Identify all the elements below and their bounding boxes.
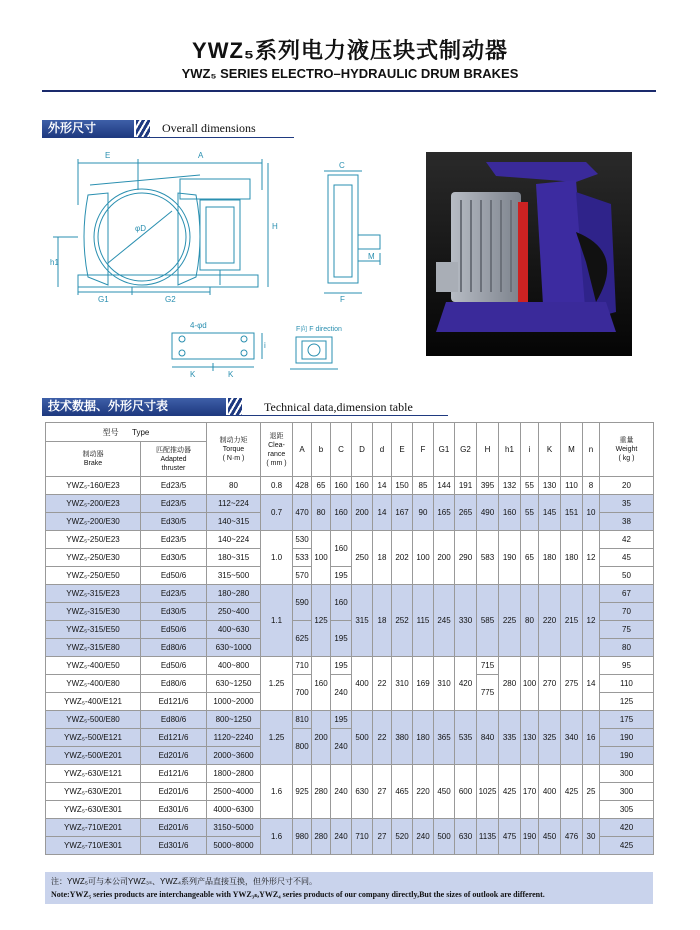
cell-thruster: Ed301/6 <box>141 837 207 855</box>
label-C: C <box>339 161 345 170</box>
cell-weight: 175 <box>600 711 654 729</box>
cell-clearance: 1.1 <box>261 585 293 657</box>
cell-d: 14 <box>373 495 392 531</box>
cell-A: 570 <box>293 567 312 585</box>
cell-thruster: Ed50/6 <box>141 621 207 639</box>
red-push-rod <box>518 202 528 312</box>
cell-E: 380 <box>392 711 413 765</box>
header-dim: i <box>521 423 539 477</box>
cell-brake: YWZ₅-500/E201 <box>46 747 141 765</box>
cell-weight: 190 <box>600 747 654 765</box>
cell-E: 252 <box>392 585 413 657</box>
cell-d: 18 <box>373 585 392 657</box>
header-dim: b <box>312 423 331 477</box>
page-title-cn: YWZ₅系列电力液压块式制动器 <box>192 38 508 63</box>
label-G2: G2 <box>165 295 176 304</box>
cell-n: 12 <box>583 531 600 585</box>
cell-M: 340 <box>561 711 583 765</box>
cell-E: 465 <box>392 765 413 819</box>
header-dim: F <box>413 423 434 477</box>
cell-A: 710 <box>293 657 312 675</box>
cell-clearance: 1.25 <box>261 711 293 765</box>
label-H: H <box>272 222 278 231</box>
cell-F: 115 <box>413 585 434 657</box>
cell-thruster: Ed201/6 <box>141 819 207 837</box>
cell-K: 450 <box>539 819 561 855</box>
specification-table <box>45 422 654 855</box>
cell-C: 195 <box>331 621 352 657</box>
cell-clearance: 1.25 <box>261 657 293 711</box>
cell-M: 215 <box>561 585 583 657</box>
cell-weight: 420 <box>600 819 654 837</box>
cell-A: 810 <box>293 711 312 729</box>
cell-D: 160 <box>352 477 373 495</box>
cell-M: 425 <box>561 765 583 819</box>
cell-E: 202 <box>392 531 413 585</box>
cell-brake: YWZ₅-630/E201 <box>46 783 141 801</box>
cell-thruster: Ed80/6 <box>141 639 207 657</box>
label-f-direction: F向 F direction <box>296 326 342 333</box>
cell-b: 280 <box>312 765 331 819</box>
cell-h1: 475 <box>499 819 521 855</box>
cell-b: 280 <box>312 819 331 855</box>
header-clearance: 退距 Clea- rance ( mm ) <box>261 423 293 477</box>
cell-H: 1135 <box>477 819 499 855</box>
cell-thruster: Ed80/6 <box>141 675 207 693</box>
cell-C: 160 <box>331 477 352 495</box>
cell-brake: YWZ₅-710/E301 <box>46 837 141 855</box>
header-brake: 制动器 Brake <box>46 442 141 477</box>
header-dim: E <box>392 423 413 477</box>
cell-d: 27 <box>373 765 392 819</box>
cell-thruster: Ed50/6 <box>141 657 207 675</box>
cell-weight: 190 <box>600 729 654 747</box>
cell-torque: 112~224 <box>207 495 261 513</box>
header-dim: K <box>539 423 561 477</box>
label-K2: K <box>228 370 234 379</box>
cell-G1: 310 <box>434 657 455 711</box>
cell-A: 700 <box>293 675 312 711</box>
cell-G2: 600 <box>455 765 477 819</box>
cell-G2: 630 <box>455 819 477 855</box>
cell-thruster: Ed30/5 <box>141 603 207 621</box>
cell-F: 169 <box>413 657 434 711</box>
cell-E: 310 <box>392 657 413 711</box>
cell-weight: 20 <box>600 477 654 495</box>
cell-torque: 800~1250 <box>207 711 261 729</box>
header-dim: A <box>293 423 312 477</box>
cell-brake: YWZ₅-630/E121 <box>46 765 141 783</box>
cell-torque: 400~800 <box>207 657 261 675</box>
cell-b: 100 <box>312 531 331 585</box>
cell-weight: 50 <box>600 567 654 585</box>
cell-h1: 132 <box>499 477 521 495</box>
cell-thruster: Ed80/6 <box>141 711 207 729</box>
cell-brake: YWZ₅-250/E50 <box>46 567 141 585</box>
cell-G2: 191 <box>455 477 477 495</box>
cell-M: 476 <box>561 819 583 855</box>
cell-A: 590 <box>293 585 312 621</box>
cell-K: 270 <box>539 657 561 711</box>
cell-torque: 400~630 <box>207 621 261 639</box>
cell-weight: 300 <box>600 783 654 801</box>
cell-thruster: Ed23/5 <box>141 477 207 495</box>
cell-D: 500 <box>352 711 373 765</box>
table-row <box>46 585 654 603</box>
cell-G1: 365 <box>434 711 455 765</box>
cell-weight: 95 <box>600 657 654 675</box>
section-underline <box>42 137 294 138</box>
cell-D: 200 <box>352 495 373 531</box>
cell-torque: 5000~8000 <box>207 837 261 855</box>
cell-torque: 1000~2000 <box>207 693 261 711</box>
cell-brake: YWZ₅-400/E80 <box>46 675 141 693</box>
cell-torque: 630~1250 <box>207 675 261 693</box>
label-K1: K <box>190 370 196 379</box>
cell-C: 160 <box>331 585 352 621</box>
cell-clearance: 1.6 <box>261 819 293 855</box>
section-divider-stripes <box>228 398 242 415</box>
cell-brake: YWZ₅-400/E121 <box>46 693 141 711</box>
cell-brake: YWZ₅-160/E23 <box>46 477 141 495</box>
cell-brake: YWZ₅-500/E80 <box>46 711 141 729</box>
cell-i: 55 <box>521 477 539 495</box>
cell-A: 625 <box>293 621 312 657</box>
cell-n: 14 <box>583 657 600 711</box>
cell-n: 10 <box>583 495 600 531</box>
cell-weight: 425 <box>600 837 654 855</box>
cell-H: 1025 <box>477 765 499 819</box>
header-dim: C <box>331 423 352 477</box>
label-A: A <box>198 151 204 160</box>
cell-clearance: 1.6 <box>261 765 293 819</box>
cell-K: 325 <box>539 711 561 765</box>
cell-C: 195 <box>331 657 352 675</box>
cell-H: 583 <box>477 531 499 585</box>
cell-b: 65 <box>312 477 331 495</box>
cell-i: 65 <box>521 531 539 585</box>
header-torque: 制动力矩 Torque ( N·m ) <box>207 423 261 477</box>
cell-weight: 125 <box>600 693 654 711</box>
table-row <box>46 819 654 837</box>
cell-i: 80 <box>521 585 539 657</box>
table-row <box>46 711 654 729</box>
cell-weight: 42 <box>600 531 654 549</box>
cell-torque: 1120~2240 <box>207 729 261 747</box>
header-weight: 重量 Weight ( kg ) <box>600 423 654 477</box>
cell-brake: YWZ₅-400/E50 <box>46 657 141 675</box>
header-dim: h1 <box>499 423 521 477</box>
base-plate <box>436 302 616 332</box>
cell-d: 18 <box>373 531 392 585</box>
cell-brake: YWZ₅-315/E23 <box>46 585 141 603</box>
cell-C: 195 <box>331 711 352 729</box>
label-hole: 4-φd <box>190 321 207 330</box>
cell-G2: 265 <box>455 495 477 531</box>
cell-n: 8 <box>583 477 600 495</box>
cell-torque: 630~1000 <box>207 639 261 657</box>
table-row <box>46 657 654 675</box>
cell-weight: 305 <box>600 801 654 819</box>
cell-C: 240 <box>331 765 352 819</box>
cell-d: 14 <box>373 477 392 495</box>
cell-brake: YWZ₅-500/E121 <box>46 729 141 747</box>
cell-b: 80 <box>312 495 331 531</box>
footnote-cn: 注：YWZ₅可与本公司YWZ₃ₛ、YWZ₄系列产品直接互换，但外形尺寸不同。 <box>51 877 318 886</box>
cell-i: 130 <box>521 711 539 765</box>
cell-thruster: Ed23/5 <box>141 531 207 549</box>
cell-i: 170 <box>521 765 539 819</box>
cell-torque: 3150~5000 <box>207 819 261 837</box>
footnote-en: Note:YWZ₅ series products are interchangeable with YWZ₃ₛ,YWZ₄ series products of our company directly,But the sizes of outlook are different. <box>51 890 545 899</box>
cell-H: 775 <box>477 675 499 711</box>
cell-d: 22 <box>373 657 392 711</box>
cell-G1: 450 <box>434 765 455 819</box>
cell-weight: 110 <box>600 675 654 693</box>
section-technical-data-cn: 技术数据、外形尺寸表 <box>42 398 226 415</box>
cell-torque: 180~280 <box>207 585 261 603</box>
cell-torque: 2000~3600 <box>207 747 261 765</box>
cell-C: 160 <box>331 495 352 531</box>
cell-h1: 335 <box>499 711 521 765</box>
cell-D: 315 <box>352 585 373 657</box>
cell-n: 25 <box>583 765 600 819</box>
cell-A: 980 <box>293 819 312 855</box>
cell-brake: YWZ₅-200/E23 <box>46 495 141 513</box>
cell-K: 180 <box>539 531 561 585</box>
cell-D: 250 <box>352 531 373 585</box>
cell-K: 145 <box>539 495 561 531</box>
cell-h1: 160 <box>499 495 521 531</box>
label-D: φD <box>135 224 146 233</box>
product-photo <box>426 152 632 356</box>
cell-torque: 140~224 <box>207 531 261 549</box>
cell-weight: 67 <box>600 585 654 603</box>
cell-torque: 80 <box>207 477 261 495</box>
cell-D: 400 <box>352 657 373 711</box>
cell-weight: 45 <box>600 549 654 567</box>
cell-M: 180 <box>561 531 583 585</box>
cell-K: 130 <box>539 477 561 495</box>
cell-A: 925 <box>293 765 312 819</box>
table-row <box>46 477 654 495</box>
cell-brake: YWZ₅-710/E201 <box>46 819 141 837</box>
cell-thruster: Ed201/6 <box>141 747 207 765</box>
cell-brake: YWZ₅-250/E30 <box>46 549 141 567</box>
cell-thruster: Ed23/5 <box>141 585 207 603</box>
cell-i: 55 <box>521 495 539 531</box>
cell-weight: 80 <box>600 639 654 657</box>
cell-weight: 70 <box>600 603 654 621</box>
cell-brake: YWZ₅-315/E80 <box>46 639 141 657</box>
cell-G1: 165 <box>434 495 455 531</box>
cell-i: 100 <box>521 657 539 711</box>
section-underline <box>42 415 448 416</box>
cell-F: 180 <box>413 711 434 765</box>
cell-C: 240 <box>331 729 352 765</box>
cell-E: 167 <box>392 495 413 531</box>
cell-D: 630 <box>352 765 373 819</box>
cell-clearance: 0.8 <box>261 477 293 495</box>
cell-thruster: Ed50/6 <box>141 567 207 585</box>
cell-K: 220 <box>539 585 561 657</box>
cell-weight: 75 <box>600 621 654 639</box>
table-row <box>46 765 654 783</box>
cell-torque: 1800~2800 <box>207 765 261 783</box>
cell-thruster: Ed121/6 <box>141 693 207 711</box>
cell-clearance: 0.7 <box>261 495 293 531</box>
cell-brake: YWZ₅-315/E30 <box>46 603 141 621</box>
section-divider-stripes <box>136 120 150 137</box>
cell-n: 30 <box>583 819 600 855</box>
cell-G2: 535 <box>455 711 477 765</box>
cell-n: 16 <box>583 711 600 765</box>
cell-brake: YWZ₅-630/E301 <box>46 801 141 819</box>
cell-h1: 280 <box>499 657 521 711</box>
title-divider <box>42 90 656 92</box>
cell-h1: 425 <box>499 765 521 819</box>
cell-d: 27 <box>373 819 392 855</box>
cell-thruster: Ed121/6 <box>141 765 207 783</box>
cell-b: 160 <box>312 657 331 711</box>
label-E: E <box>105 151 111 160</box>
page-title-en: YWZ₅ SERIES ELECTRO–HYDRAULIC DRUM BRAKES <box>181 66 519 81</box>
header-dim: d <box>373 423 392 477</box>
table-row <box>46 495 654 513</box>
cell-brake: YWZ₅-200/E30 <box>46 513 141 531</box>
cell-C: 240 <box>331 675 352 711</box>
header-thruster: 匹配推动器 Adapted thruster <box>141 442 207 477</box>
cell-torque: 140~315 <box>207 513 261 531</box>
label-h1: h1 <box>50 258 59 267</box>
cell-G1: 500 <box>434 819 455 855</box>
cell-brake: YWZ₅-250/E23 <box>46 531 141 549</box>
cell-M: 151 <box>561 495 583 531</box>
cell-C: 160 <box>331 531 352 567</box>
cell-weight: 300 <box>600 765 654 783</box>
cell-thruster: Ed30/5 <box>141 549 207 567</box>
cell-C: 195 <box>331 567 352 585</box>
footnote <box>45 872 653 904</box>
cell-G1: 200 <box>434 531 455 585</box>
label-M: M <box>368 252 375 261</box>
cell-torque: 180~315 <box>207 549 261 567</box>
cell-H: 840 <box>477 711 499 765</box>
cell-i: 190 <box>521 819 539 855</box>
cell-M: 275 <box>561 657 583 711</box>
header-dim: n <box>583 423 600 477</box>
cell-weight: 38 <box>600 513 654 531</box>
cell-H: 715 <box>477 657 499 675</box>
cell-torque: 250~400 <box>207 603 261 621</box>
cell-thruster: Ed23/5 <box>141 495 207 513</box>
cell-F: 220 <box>413 765 434 819</box>
cell-H: 395 <box>477 477 499 495</box>
cell-H: 490 <box>477 495 499 531</box>
cell-A: 470 <box>293 495 312 531</box>
cell-h1: 190 <box>499 531 521 585</box>
cell-D: 710 <box>352 819 373 855</box>
cell-A: 530 <box>293 531 312 549</box>
label-i: i <box>264 341 266 350</box>
header-dim: G2 <box>455 423 477 477</box>
cell-F: 240 <box>413 819 434 855</box>
cell-E: 520 <box>392 819 413 855</box>
header-dim: H <box>477 423 499 477</box>
cell-thruster: Ed30/5 <box>141 513 207 531</box>
cell-G1: 144 <box>434 477 455 495</box>
cell-thruster: Ed121/6 <box>141 729 207 747</box>
table-row <box>46 531 654 549</box>
cell-b: 125 <box>312 585 331 657</box>
header-dim: D <box>352 423 373 477</box>
cell-b: 200 <box>312 711 331 765</box>
cell-thruster: Ed301/6 <box>141 801 207 819</box>
cell-H: 585 <box>477 585 499 657</box>
cell-F: 90 <box>413 495 434 531</box>
cell-n: 12 <box>583 585 600 657</box>
cell-F: 100 <box>413 531 434 585</box>
cell-M: 110 <box>561 477 583 495</box>
cell-K: 400 <box>539 765 561 819</box>
cell-h1: 225 <box>499 585 521 657</box>
cell-C: 240 <box>331 819 352 855</box>
overall-dimension-drawing <box>50 145 420 380</box>
cell-A: 428 <box>293 477 312 495</box>
cell-E: 150 <box>392 477 413 495</box>
cell-A: 800 <box>293 729 312 765</box>
cell-G2: 330 <box>455 585 477 657</box>
cell-thruster: Ed201/6 <box>141 783 207 801</box>
table-header-row <box>46 423 654 442</box>
cell-F: 85 <box>413 477 434 495</box>
cell-G1: 245 <box>434 585 455 657</box>
label-G1: G1 <box>98 295 109 304</box>
cell-torque: 2500~4000 <box>207 783 261 801</box>
cell-weight: 35 <box>600 495 654 513</box>
header-dim: G1 <box>434 423 455 477</box>
cell-A: 533 <box>293 549 312 567</box>
section-overall-dimensions-en: Overall dimensions <box>162 121 256 135</box>
cell-brake: YWZ₅-315/E50 <box>46 621 141 639</box>
label-F: F <box>340 295 345 304</box>
cell-clearance: 1.0 <box>261 531 293 585</box>
header-type: 型号 Type <box>46 423 207 442</box>
cell-torque: 315~500 <box>207 567 261 585</box>
cell-G2: 420 <box>455 657 477 711</box>
cell-d: 22 <box>373 711 392 765</box>
header-dim: M <box>561 423 583 477</box>
cell-G2: 290 <box>455 531 477 585</box>
section-technical-data-en: Technical data,dimension table <box>264 400 413 414</box>
section-overall-dimensions-cn: 外形尺寸 <box>42 120 134 137</box>
cell-torque: 4000~6300 <box>207 801 261 819</box>
